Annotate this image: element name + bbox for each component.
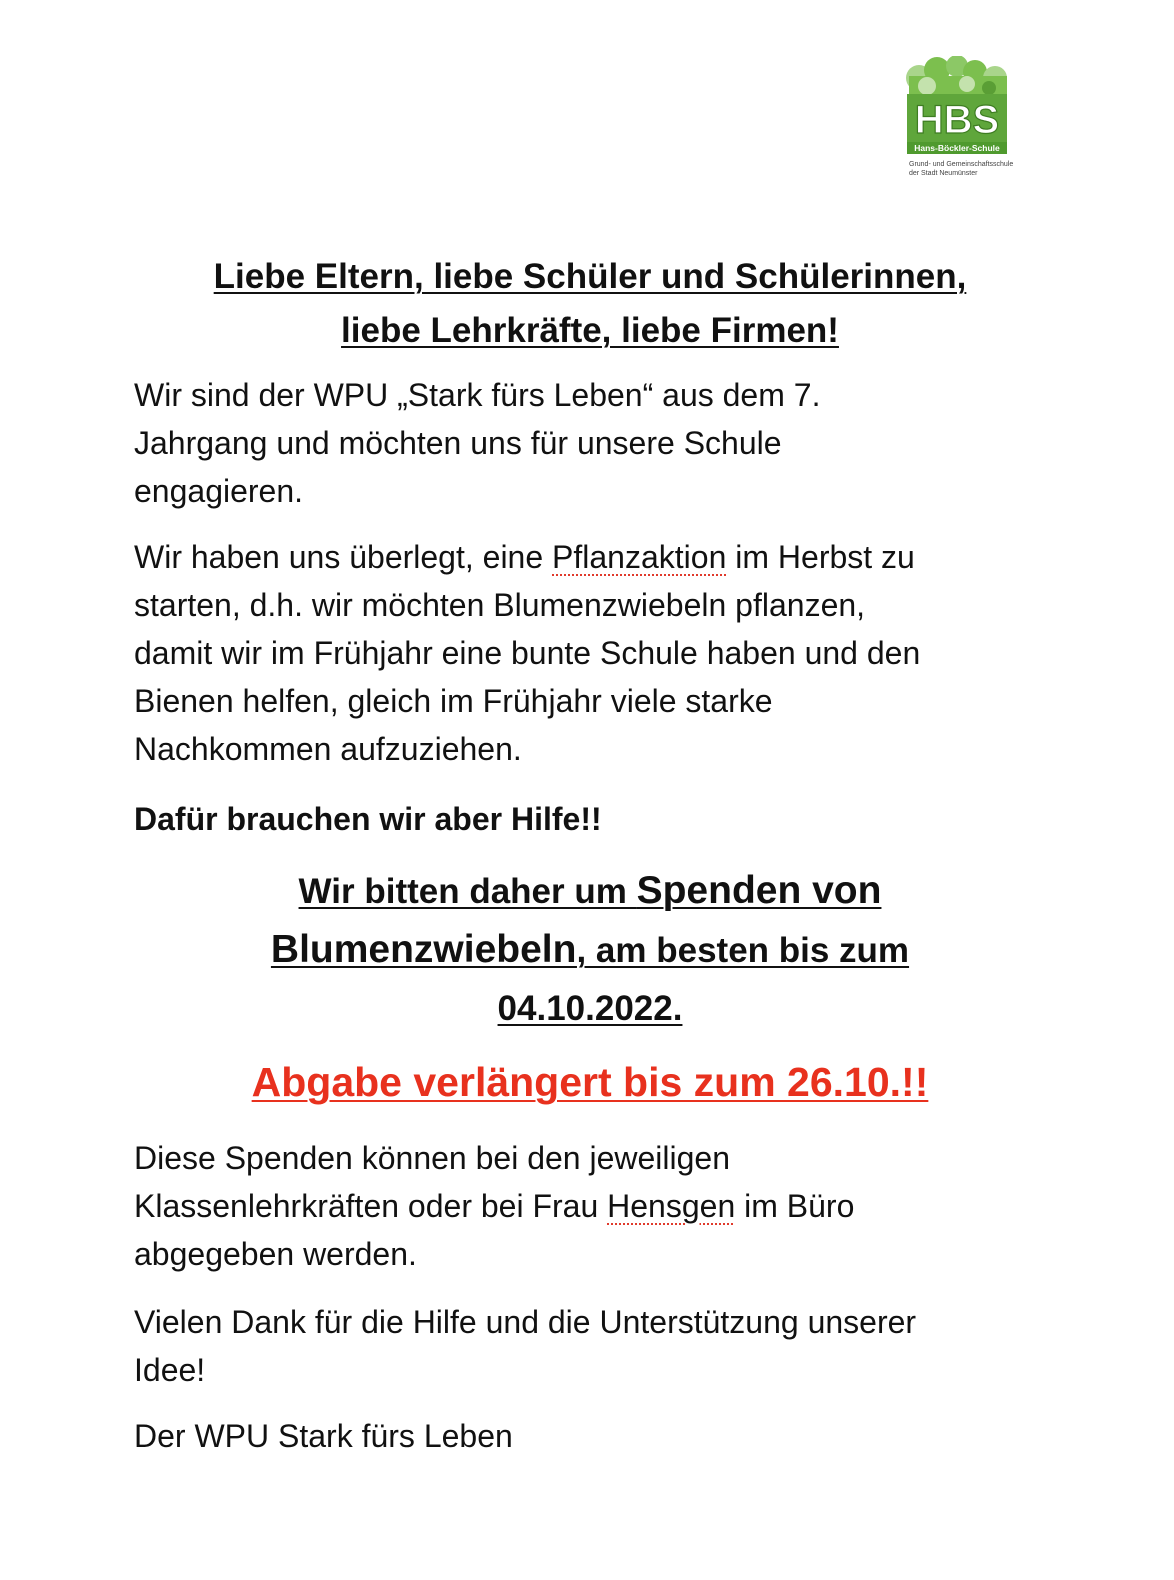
logo-abbreviation: HBS [914, 98, 1000, 142]
plan-line-5: Nachkommen aufzuziehen. [134, 731, 522, 767]
appeal-line-1-emphasis: Spenden von [636, 869, 882, 912]
logo-subtitle-line-1: Grund- und Gemeinschaftsschule [909, 161, 1014, 168]
appeal-deadline-date: 04.10.2022. [497, 989, 683, 1028]
greeting-line-2: liebe Lehrkräfte, liebe Firmen! [341, 311, 839, 350]
appeal-line-2-emphasis: Blumenzwiebeln [270, 928, 577, 971]
school-logo-graphic [905, 56, 1011, 158]
greeting-heading [120, 250, 1060, 358]
donation-appeal [120, 862, 1060, 1038]
greeting-line-1: Liebe Eltern, liebe Schüler und Schülerinnen, [213, 257, 967, 296]
thanks-line-2: Idee! [134, 1352, 206, 1388]
intro-line-2: Jahrgang und möchten uns für unsere Schule [134, 425, 782, 461]
logo-subtitle-line-2: der Stadt Neumünster [909, 170, 978, 177]
dropoff-line-2-end: im Büro [735, 1188, 855, 1224]
plan-line-1-end: im Herbst zu [726, 539, 915, 575]
intro-line-3: engagieren. [134, 473, 304, 509]
plan-line-2: starten, d.h. wir möchten Blumenzwiebeln pflanzen, [134, 587, 866, 623]
signature: Der WPU Stark fürs Leben [134, 1418, 513, 1454]
plan-line-1-start: Wir haben uns überlegt, eine [134, 539, 553, 575]
plan-paragraph [134, 533, 1034, 773]
spellcheck-flagged-name[interactable]: Hensgen [607, 1188, 736, 1224]
appeal-line-2-end: , am besten bis zum [576, 931, 910, 970]
help-needed-text: Dafür brauchen wir aber Hilfe!! [134, 801, 602, 837]
tree-canopy-icon [906, 56, 1007, 100]
deadline-extension-notice: Abgabe verlängert bis zum 26.10.!! [251, 1059, 929, 1105]
thanks-line-1: Vielen Dank für die Hilfe und die Unterstützung unserer [134, 1304, 917, 1340]
logo-school-name: Hans-Böckler-Schule [914, 143, 1000, 153]
dropoff-line-2-start: Klassenlehrkräften oder bei Frau [134, 1188, 608, 1224]
school-logo [905, 56, 1015, 186]
intro-line-1: Wir sind der WPU „Stark fürs Leben“ aus dem 7. [134, 377, 821, 413]
dropoff-paragraph [134, 1134, 1034, 1278]
intro-paragraph [134, 371, 1034, 515]
appeal-line-1-start: Wir bitten daher um [298, 872, 637, 911]
plan-line-3: damit wir im Frühjahr eine bunte Schule haben und den [134, 635, 921, 671]
plan-line-4: Bienen helfen, gleich im Frühjahr viele starke [134, 683, 773, 719]
dropoff-line-3: abgegeben werden. [134, 1236, 417, 1272]
spellcheck-flagged-word[interactable]: Pflanzaktion [552, 539, 727, 575]
thanks-paragraph [134, 1298, 1034, 1394]
dropoff-line-1: Diese Spenden können bei den jeweiligen [134, 1140, 730, 1176]
